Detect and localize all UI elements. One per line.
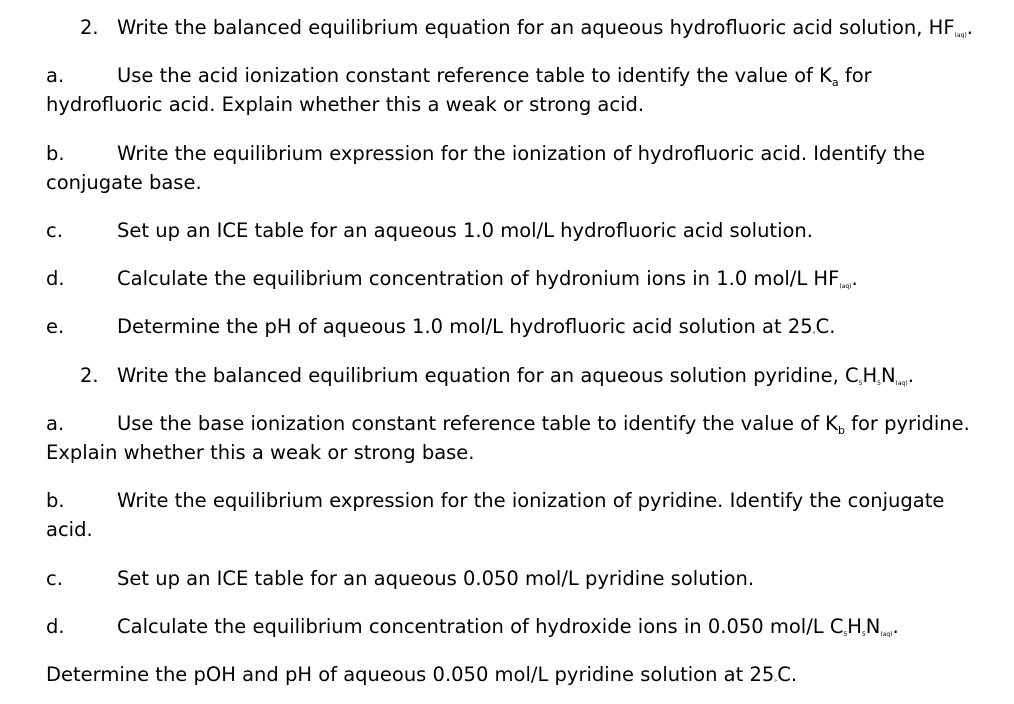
item-text [117,613,899,641]
ka-subscript: a [831,76,839,89]
item-text-main: Calculate the equilibrium concentration of hydroxide ions in 0.050 mol/L C [117,615,844,638]
item-text-main: Determine the pH of aqueous 1.0 mol/L hydrofluoric acid solution at 25 [117,315,813,338]
formula-subscript: 5 [858,380,863,387]
item-b-hf-continuation: conjugate base. [46,171,202,194]
item-text-main: Use the base ionization constant reference table to identify the value of K [117,412,838,435]
period: . [907,364,914,387]
state-subscript: (aq) [895,380,908,387]
item-label: a. [46,412,65,435]
degree-sign: ° [812,331,816,338]
formula-subscript: 5 [861,631,866,638]
item-text: Write the equilibrium expression for the ionization of hydrofluoric acid. Identify the [117,142,926,165]
question-text [117,14,973,42]
period: . [892,615,899,638]
item-label: c. [46,567,63,590]
item-label: c. [46,219,63,242]
degree-sign: ° [774,679,778,686]
item-b-pyridine-continuation: acid. [46,518,93,541]
item-text-end: for [838,64,872,87]
formula-element: N [880,364,896,387]
item-text-end: C. [815,315,836,338]
item-text-main: Calculate the equilibrium concentration of hydronium ions in 1.0 mol/L HF [117,267,840,290]
item-text-end: C. [777,663,798,686]
formula-element: H [847,615,862,638]
question-text [117,362,914,390]
item-text-main: Use the acid ionization constant reference table to identify the value of K [117,64,832,87]
question-text-main: Write the balanced equilibrium equation for an aqueous hydrofluoric acid solution, HF [117,16,955,39]
item-text: Set up an ICE table for an aqueous 0.050 mol/L pyridine solution. [117,567,755,590]
formula-subscript: 5 [843,631,848,638]
item-label: e. [46,315,65,338]
item-label: b. [46,142,65,165]
kb-subscript: b [837,424,845,437]
formula-element: H [862,364,878,387]
item-text [117,62,872,90]
state-subscript: (aq) [954,32,967,39]
period: . [851,267,858,290]
item-a-pyridine-continuation: Explain whether this a weak or strong base. [46,441,475,464]
item-label: d. [46,615,65,638]
question-text-main: Write the balanced equilibrium equation for an aqueous solution pyridine, C [117,364,859,387]
item-a-hf-continuation: hydrofluoric acid. Explain whether this a weak or strong acid. [46,93,645,116]
state-subscript: (aq) [839,283,852,290]
final-question-pyridine [46,661,797,689]
formula-element: N [865,615,881,638]
period: . [966,16,973,39]
item-label: a. [46,64,65,87]
item-text [117,265,858,293]
item-label: b. [46,489,65,512]
state-subscript: (aq) [880,631,893,638]
item-text [117,313,836,341]
item-text: Write the equilibrium expression for the ionization of pyridine. Identify the conjugate [117,489,945,512]
item-text-main: Determine the pOH and pH of aqueous 0.050 mol/L pyridine solution at 25 [46,663,775,686]
item-text-end: for pyridine. [844,412,970,435]
question-number: 2. [80,16,99,39]
question-number: 2. [80,364,99,387]
item-text: Set up an ICE table for an aqueous 1.0 mol/L hydrofluoric acid solution. [117,219,813,242]
item-label: d. [46,267,65,290]
formula-subscript: 5 [877,380,881,387]
item-text [117,410,970,438]
